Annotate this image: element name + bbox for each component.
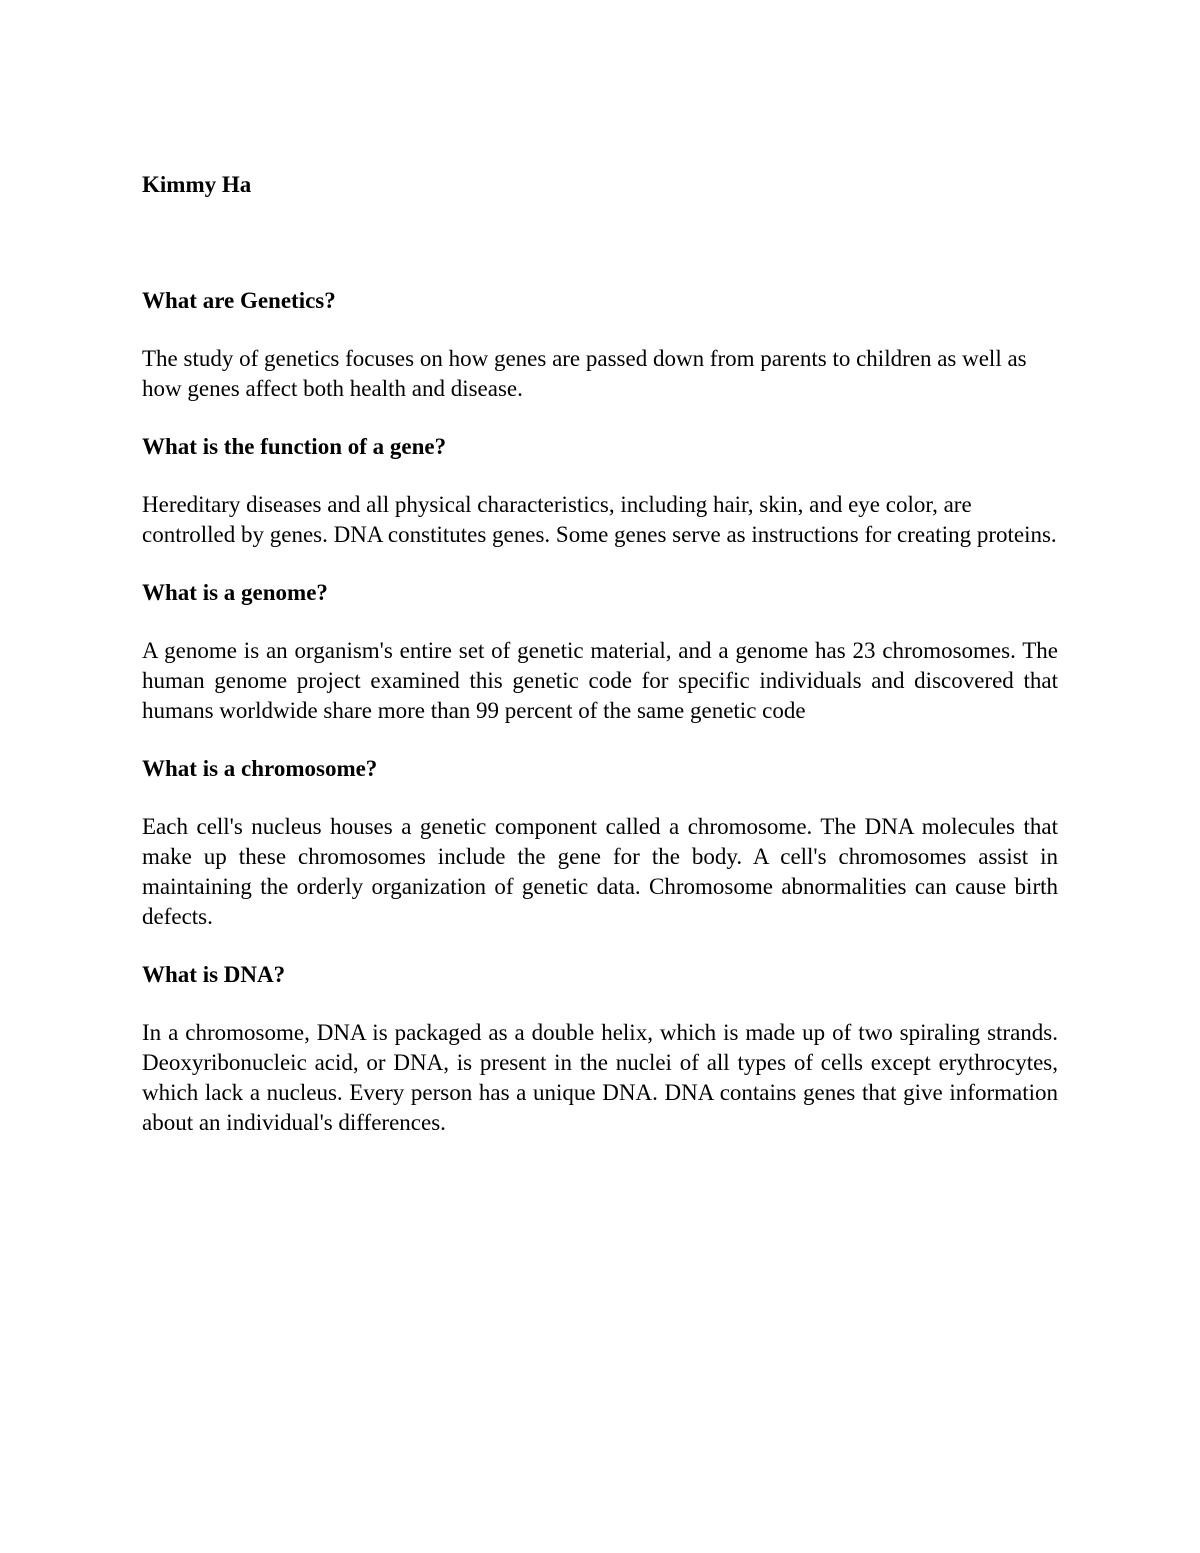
heading-what-is-genome: What is a genome? <box>142 580 328 605</box>
document-page <box>142 170 1058 1138</box>
heading-what-are-genetics: What are Genetics? <box>142 288 336 313</box>
paragraph-gene-function: Hereditary diseases and all physical characteristics, including hair, skin, and eye color, are controlled by genes. DNA constitutes genes. Some genes serve as instructions for creating proteins. <box>142 492 1057 547</box>
author-name: Kimmy Ha <box>142 172 252 197</box>
heading-what-is-chromosome: What is a chromosome? <box>142 756 378 781</box>
heading-what-is-dna: What is DNA? <box>142 962 286 987</box>
heading-function-of-gene: What is the function of a gene? <box>142 434 447 459</box>
paragraph-genome: A genome is an organism's entire set of genetic material, and a genome has 23 chromosomes. The human genome project examined this genetic code for specific individuals and discovered that humans worldwide share more than 99 percent of the same genetic code <box>142 638 1058 723</box>
paragraph-dna: In a chromosome, DNA is packaged as a double helix, which is made up of two spiraling strands. Deoxyribonucleic acid, or DNA, is present in the nuclei of all types of cells except erythrocytes, which lack a nucleus. Every person has a unique DNA. DNA contains genes that give information about an individual's differences. <box>142 1020 1058 1135</box>
paragraph-chromosome: Each cell's nucleus houses a genetic component called a chromosome. The DNA molecules that make up these chromosomes include the gene for the body. A cell's chromosomes assist in maintaining the orderly organization of genetic data. Chromosome abnormalities can cause birth defects. <box>142 814 1058 929</box>
paragraph-genetics: The study of genetics focuses on how genes are passed down from parents to children as well as how genes affect both health and disease. <box>142 346 1027 401</box>
